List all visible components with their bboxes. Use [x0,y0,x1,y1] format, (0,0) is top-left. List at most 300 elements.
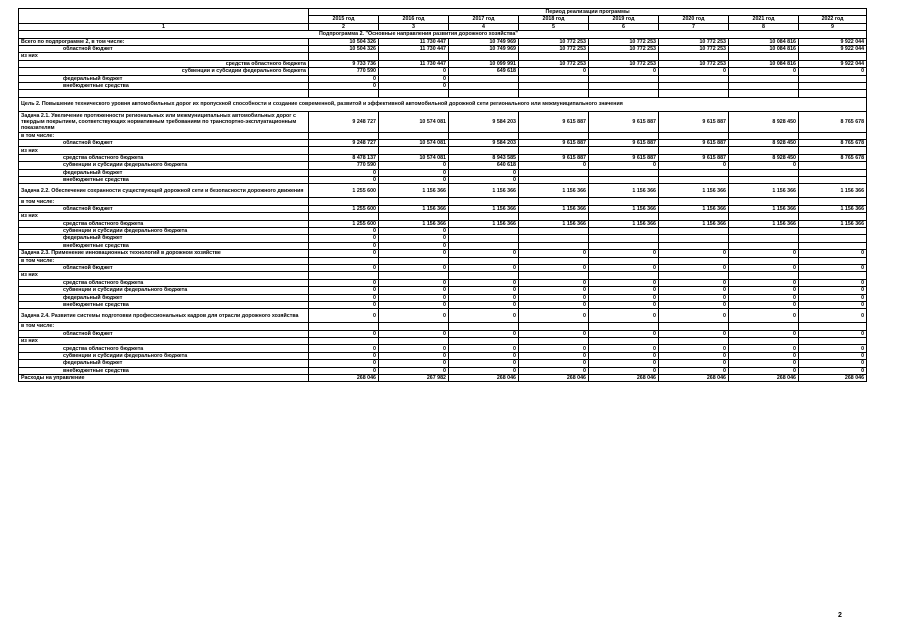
value-cell [589,227,659,234]
value-cell [519,227,589,234]
value-cell [379,213,449,220]
value-cell [799,323,867,330]
value-cell [519,132,589,139]
value-cell: 0 [309,177,379,184]
value-cell: 0 [519,264,589,271]
value-cell: 10 772 253 [519,38,589,45]
value-cell: 0 [589,352,659,359]
row-label: Всего по подпрограмме 2, в том числе: [19,38,309,45]
value-cell: 0 [729,279,799,286]
value-cell: 0 [589,250,659,257]
row-label: Задача 2.2. Обеспечение сохранности существующей дорожной сети и безопасности дорожного движения [19,184,309,198]
row-label: из них [19,147,309,154]
value-cell [379,132,449,139]
column-number: 2 [309,23,379,30]
value-cell [309,90,379,97]
value-cell: 268 046 [309,375,379,382]
value-cell: 0 [379,309,449,323]
row-label: Расходы на управление [19,375,309,382]
value-cell: 0 [309,242,379,249]
value-cell: 9 615 887 [519,111,589,132]
value-cell: 9 615 887 [659,154,729,161]
value-cell: 9 733 736 [309,60,379,67]
goal-row [19,97,867,111]
value-cell: 9 248 727 [309,140,379,147]
row-label: Задача 2.3. Применение инновационных технологий в дорожном хозяйстве [19,250,309,257]
table-row [19,198,867,205]
row-label: областной бюджет [19,45,309,52]
value-cell: 0 [309,294,379,301]
value-cell [589,198,659,205]
value-cell: 8 943 585 [449,154,519,161]
value-cell [519,198,589,205]
value-cell [659,235,729,242]
table-row [19,330,867,337]
value-cell: 1 156 366 [519,205,589,212]
value-cell [379,90,449,97]
value-cell: 0 [589,287,659,294]
value-cell: 0 [799,68,867,75]
value-cell: 0 [379,68,449,75]
value-cell: 0 [309,227,379,234]
value-cell [589,82,659,89]
value-cell: 0 [519,345,589,352]
value-cell [309,272,379,279]
value-cell [659,323,729,330]
budget-table-sheet [18,8,866,382]
value-cell: 0 [449,330,519,337]
value-cell: 0 [449,169,519,176]
value-cell: 0 [799,294,867,301]
value-cell: 0 [449,287,519,294]
value-cell: 9 922 044 [799,60,867,67]
value-cell: 0 [449,264,519,271]
table-row [19,279,867,286]
value-cell: 1 156 366 [799,220,867,227]
row-label [19,90,309,97]
value-cell [659,213,729,220]
value-cell [519,82,589,89]
value-cell [799,169,867,176]
value-cell [589,323,659,330]
value-cell: 0 [379,352,449,359]
value-cell [379,198,449,205]
value-cell [309,132,379,139]
value-cell [659,272,729,279]
value-cell: 268 046 [449,375,519,382]
value-cell [519,323,589,330]
value-cell: 268 046 [589,375,659,382]
value-cell: 0 [519,367,589,374]
value-cell [449,235,519,242]
value-cell: 0 [729,287,799,294]
table-row [19,75,867,82]
value-cell [729,242,799,249]
value-cell: 0 [519,250,589,257]
value-cell: 1 156 366 [799,205,867,212]
value-cell: 11 730 447 [379,38,449,45]
value-cell [519,169,589,176]
value-cell: 0 [729,68,799,75]
table-row [19,53,867,60]
value-cell: 0 [799,360,867,367]
value-cell: 1 156 366 [519,220,589,227]
value-cell: 770 590 [309,162,379,169]
value-cell [729,272,799,279]
value-cell [799,198,867,205]
value-cell [729,169,799,176]
table-row [19,264,867,271]
value-cell: 10 574 081 [379,140,449,147]
table-row [19,360,867,367]
value-cell: 0 [519,294,589,301]
value-cell: 1 156 366 [589,220,659,227]
year-header: 2016 год [379,16,449,23]
value-cell [659,82,729,89]
value-cell [309,323,379,330]
row-label: областной бюджет [19,264,309,271]
header-blank-cell [19,9,309,24]
value-cell: 0 [729,162,799,169]
value-cell: 0 [659,294,729,301]
value-cell: 1 255 600 [309,184,379,198]
value-cell: 0 [309,75,379,82]
value-cell [519,177,589,184]
table-row [19,242,867,249]
value-cell [589,132,659,139]
row-label: областной бюджет [19,140,309,147]
table-row [19,177,867,184]
value-cell: 649 618 [449,68,519,75]
value-cell: 0 [729,301,799,308]
value-cell: 0 [729,345,799,352]
value-cell: 0 [659,367,729,374]
value-cell: 0 [519,301,589,308]
column-number: 9 [799,23,867,30]
table-row [19,169,867,176]
value-cell [799,53,867,60]
value-cell: 0 [659,309,729,323]
row-label: субвенции и субсидии федерального бюджета [19,68,309,75]
value-cell: 0 [379,360,449,367]
value-cell: 1 156 366 [449,220,519,227]
value-cell [589,90,659,97]
value-cell: 0 [379,345,449,352]
value-cell: 0 [799,352,867,359]
value-cell: 0 [449,360,519,367]
value-cell [589,53,659,60]
value-cell: 0 [799,250,867,257]
value-cell [309,53,379,60]
value-cell [449,257,519,264]
value-cell: 0 [729,264,799,271]
row-label: внебюджетные средства [19,82,309,89]
value-cell [659,147,729,154]
value-cell: 0 [519,309,589,323]
table-row [19,257,867,264]
column-number: 7 [659,23,729,30]
table-row [19,38,867,45]
value-cell: 0 [589,301,659,308]
value-cell [729,323,799,330]
value-cell [729,235,799,242]
value-cell [309,147,379,154]
value-cell: 0 [589,68,659,75]
value-cell [519,213,589,220]
value-cell: 10 772 253 [519,45,589,52]
row-label: средства областного бюджета [19,279,309,286]
value-cell: 0 [589,367,659,374]
value-cell: 0 [379,162,449,169]
table-row [19,345,867,352]
value-cell: 0 [519,352,589,359]
value-cell: 8 765 678 [799,154,867,161]
value-cell: 0 [659,250,729,257]
value-cell: 268 046 [799,375,867,382]
value-cell: 0 [309,250,379,257]
value-cell: 1 156 366 [589,205,659,212]
table-row [19,90,867,97]
row-label: в том числе: [19,323,309,330]
table-row [19,220,867,227]
year-header: 2018 год [519,16,589,23]
value-cell [309,257,379,264]
value-cell: 0 [799,309,867,323]
row-label: из них [19,338,309,345]
value-cell: 0 [729,367,799,374]
row-label: внебюджетные средства [19,367,309,374]
value-cell [589,177,659,184]
value-cell [449,82,519,89]
year-header: 2017 год [449,16,519,23]
value-cell: 10 504 326 [309,38,379,45]
value-cell [729,75,799,82]
value-cell: 9 922 044 [799,45,867,52]
value-cell: 8 765 678 [799,111,867,132]
value-cell [449,198,519,205]
value-cell [729,257,799,264]
value-cell [659,53,729,60]
value-cell [449,227,519,234]
value-cell: 0 [379,301,449,308]
value-cell [799,257,867,264]
value-cell: 9 615 887 [519,140,589,147]
value-cell [379,272,449,279]
row-label: из них [19,272,309,279]
column-number: 3 [379,23,449,30]
value-cell [729,132,799,139]
value-cell: 11 730 447 [379,45,449,52]
table-row [19,294,867,301]
value-cell: 9 615 887 [519,154,589,161]
value-cell: 0 [519,279,589,286]
column-number: 5 [519,23,589,30]
value-cell: 0 [379,330,449,337]
value-cell: 0 [309,367,379,374]
value-cell [379,323,449,330]
row-label: в том числе: [19,198,309,205]
value-cell: 1 156 366 [519,184,589,198]
value-cell: 0 [589,345,659,352]
value-cell: 10 574 081 [379,154,449,161]
value-cell: 0 [799,279,867,286]
value-cell: 0 [449,177,519,184]
value-cell: 0 [449,301,519,308]
row-label: внебюджетные средства [19,242,309,249]
value-cell: 0 [449,345,519,352]
row-label: внебюджетные средства [19,177,309,184]
row-label: субвенции и субсидии федерального бюджета [19,227,309,234]
value-cell: 10 772 253 [589,45,659,52]
value-cell: 0 [589,264,659,271]
value-cell [379,257,449,264]
value-cell: 0 [309,352,379,359]
value-cell [799,177,867,184]
table-row [19,60,867,67]
value-cell: 0 [729,309,799,323]
value-cell [799,213,867,220]
year-header: 2020 год [659,16,729,23]
value-cell: 0 [379,264,449,271]
value-cell: 770 590 [309,68,379,75]
value-cell: 0 [309,264,379,271]
value-cell [799,242,867,249]
table-row [19,375,867,382]
value-cell: 640 618 [449,162,519,169]
value-cell: 10 772 253 [519,60,589,67]
row-label: Задача 2.1. Увеличение протяженности региональных или межмуниципальных автомобильных дорог с твердым покрытием, соответствующих нормативным требованиям по транспортно-эксплуатационным показателям [19,111,309,132]
value-cell: 1 156 366 [449,205,519,212]
year-header: 2015 год [309,16,379,23]
value-cell: 0 [659,345,729,352]
value-cell [729,147,799,154]
column-numbers-row [19,23,867,30]
value-cell: 268 046 [519,375,589,382]
value-cell: 9 584 203 [449,140,519,147]
table-row [19,338,867,345]
value-cell: 1 156 366 [659,184,729,198]
value-cell [449,132,519,139]
value-cell: 10 772 253 [589,38,659,45]
value-cell [659,227,729,234]
value-cell [449,213,519,220]
row-label: федеральный бюджет [19,360,309,367]
value-cell: 0 [729,360,799,367]
value-cell [449,272,519,279]
value-cell [799,82,867,89]
value-cell [449,147,519,154]
value-cell [659,338,729,345]
goal-text: Цель 2. Повышение технического уровня автомобильных дорог их пропускной способности и создание современной, развитой и эффективной автомобильной дорожной сети регионального или межмуниципального значения [19,97,867,111]
value-cell [379,338,449,345]
value-cell: 10 084 816 [729,45,799,52]
value-cell: 0 [659,279,729,286]
value-cell [589,272,659,279]
value-cell [589,235,659,242]
value-cell: 10 749 969 [449,45,519,52]
column-number: 8 [729,23,799,30]
value-cell [519,257,589,264]
value-cell: 9 615 887 [659,111,729,132]
table-row [19,250,867,257]
value-cell [659,75,729,82]
value-cell: 11 730 447 [379,60,449,67]
value-cell: 10 084 816 [729,60,799,67]
value-cell [799,132,867,139]
value-cell: 9 584 203 [449,111,519,132]
value-cell: 0 [379,279,449,286]
value-cell: 0 [309,82,379,89]
value-cell: 0 [589,330,659,337]
row-label: субвенции и субсидии федерального бюджета [19,162,309,169]
value-cell [729,198,799,205]
value-cell [449,338,519,345]
row-label: федеральный бюджет [19,235,309,242]
year-header: 2019 год [589,16,659,23]
value-cell: 0 [659,287,729,294]
value-cell: 0 [449,352,519,359]
value-cell: 0 [589,360,659,367]
column-number: 6 [589,23,659,30]
value-cell: 0 [379,367,449,374]
table-row [19,45,867,52]
table-row [19,235,867,242]
value-cell: 10 084 816 [729,38,799,45]
value-cell: 0 [519,287,589,294]
value-cell [659,242,729,249]
value-cell: 0 [729,250,799,257]
value-cell [309,213,379,220]
value-cell: 0 [729,352,799,359]
table-row [19,111,867,132]
value-cell: 0 [659,162,729,169]
value-cell: 0 [379,75,449,82]
value-cell [799,75,867,82]
table-row [19,287,867,294]
value-cell: 0 [589,309,659,323]
value-cell [449,90,519,97]
value-cell: 0 [589,279,659,286]
table-row [19,162,867,169]
value-cell: 1 156 366 [589,184,659,198]
row-label: областной бюджет [19,330,309,337]
table-row [19,184,867,198]
table-row [19,323,867,330]
value-cell: 1 156 366 [379,220,449,227]
value-cell: 0 [659,301,729,308]
value-cell [309,338,379,345]
value-cell: 0 [379,169,449,176]
value-cell: 0 [799,287,867,294]
row-label: федеральный бюджет [19,169,309,176]
value-cell: 0 [309,360,379,367]
table-row [19,205,867,212]
table-row [19,227,867,234]
value-cell [799,272,867,279]
value-cell [379,147,449,154]
value-cell: 0 [799,345,867,352]
value-cell: 0 [659,360,729,367]
value-cell: 0 [309,309,379,323]
value-cell: 0 [519,162,589,169]
value-cell: 0 [449,279,519,286]
value-cell: 10 574 081 [379,111,449,132]
row-label: федеральный бюджет [19,75,309,82]
value-cell: 0 [379,82,449,89]
value-cell: 0 [729,330,799,337]
page-number: 2 [838,612,842,619]
value-cell [519,338,589,345]
